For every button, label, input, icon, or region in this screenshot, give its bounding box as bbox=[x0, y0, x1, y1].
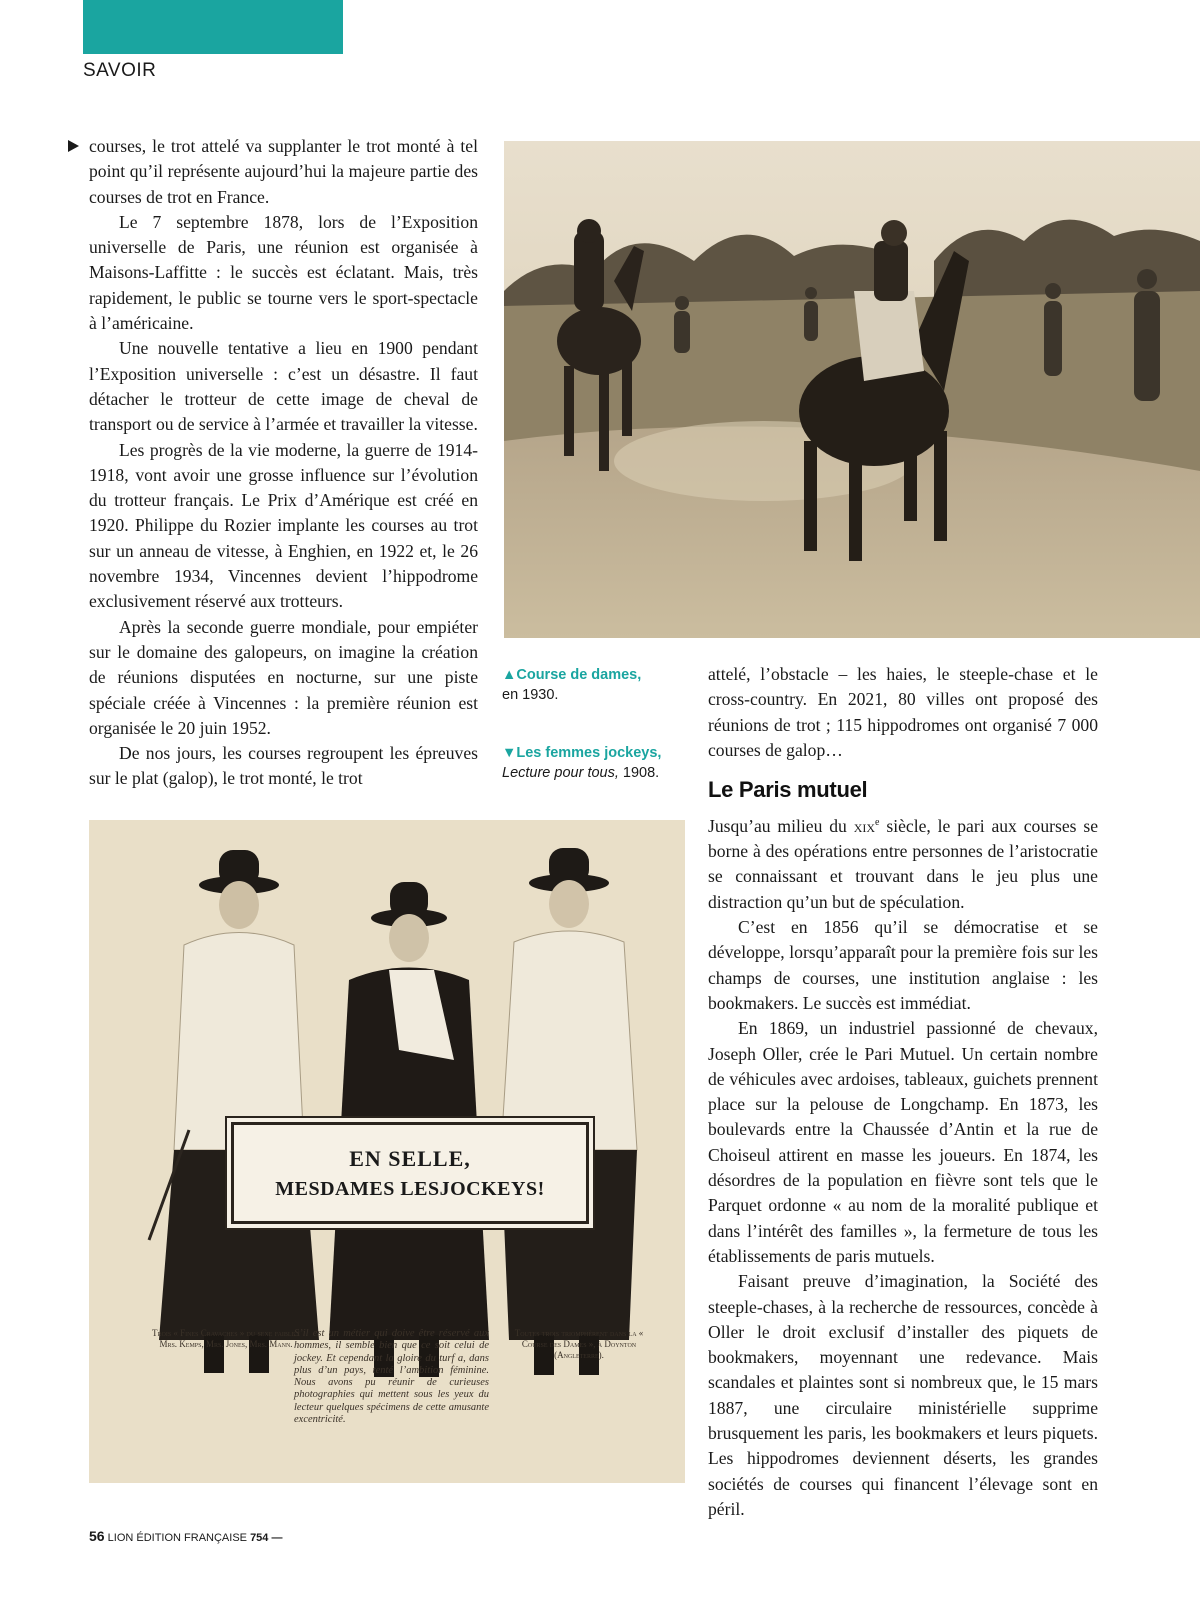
right-text-column-top bbox=[708, 662, 1098, 763]
jockeys-sign bbox=[231, 1122, 589, 1224]
jockeys-photo-caption bbox=[502, 743, 682, 783]
jockeys-left-caption: Trois « Fines Cravaches » du sexe faible : Mrs. Kemps, Mrs. Jones, Mrs. Mann. bbox=[151, 1328, 301, 1349]
paragraph: Après la seconde guerre mondiale, pour empiéter sur le domaine des galopeurs, on imagine la création de réunions disputées en nocturne, sur une piste spéciale créée à Vincennes : la première réunion est organisée le 20 juin 1952. bbox=[89, 616, 478, 738]
paragraph: attelé, l’obstacle – les haies, le steeple-chase et le cross-country. En 2021, 80 villes ont proposé des réunions de trot ; 115 hippodromes ont organisé 7 000 courses de galop… bbox=[708, 664, 1098, 760]
caption-source: Lecture pour tous, bbox=[502, 765, 619, 781]
paragraph: courses, le trot attelé va supplanter le trot monté à tel point qu’il représente aujourd’hui la majeure partie des courses de trot en France. bbox=[89, 136, 478, 207]
jockeys-center-caption: S’il est un métier qui doive être réservé aux hommes, il semble bien que ce soit celui de jockey. Et cependant la gloire du turf a, dans plus d’un pays, tenté l’ambition féminine. Nous avons pu réunir de curieuses photographies qui mettent sous les yeux du lecteur quelques spécimens de cette amusante excentricité. bbox=[294, 1328, 489, 1426]
jockeys-photo bbox=[89, 820, 685, 1483]
left-text-column bbox=[89, 134, 478, 792]
race-photo bbox=[504, 141, 1200, 638]
caption-text: en 1930. bbox=[502, 687, 559, 703]
paragraph: Les progrès de la vie moderne, la guerre de 1914-1918, vont avoir une grosse influence sur l’évolution du trotteur français. Le Prix d’Amérique est créé en 1920. Philippe du Rozier implante les courses au trot sur un anneau de vitesse, à Enghien, en 1922 et, le 26 novembre 1934, Vincennes devient l’hippodrome exclusivement réservé aux trotteurs. bbox=[89, 439, 478, 612]
sign-line-1: EN SELLE, bbox=[349, 1145, 471, 1171]
section-heading: Le Paris mutuel bbox=[708, 777, 868, 802]
page-footer bbox=[89, 1528, 282, 1544]
right-text-column bbox=[708, 810, 1098, 1522]
publication-name: LION ÉDITION FRANÇAISE bbox=[107, 1532, 247, 1544]
paragraph: C’est en 1856 qu’il se démocratise et se développe, lorsqu’apparaît pour la première fois sur les champs de courses, une institution anglaise : les bookmakers. Le succès est immédiat. bbox=[708, 917, 1098, 1013]
caption-text: 1908. bbox=[618, 765, 660, 781]
paragraph: Le 7 septembre 1878, lors de l’Exposition universelle de Paris, une réunion est organisée à Maisons-Laffitte : le succès est éclatant. Mais, très rapidement, le public se tourne vers le sport-spectacle à l’américaine. bbox=[89, 211, 478, 334]
paragraph: Une nouvelle tentative a lieu en 1900 pendant l’Exposition universelle : c’est un désastre. Il faut détacher le trotteur de cette image de cheval de transport ou de service à l’armée et travailler la vitesse. bbox=[89, 338, 478, 435]
paragraph bbox=[708, 810, 1098, 915]
caption-down-arrow-icon: ▼ bbox=[502, 745, 517, 761]
caption-up-arrow-icon: ▲ bbox=[502, 667, 517, 683]
section-color-tab bbox=[83, 0, 343, 54]
page-number: 56 bbox=[89, 1528, 105, 1544]
paragraph: Faisant preuve d’imagination, la Société des steeple-chases, à la recherche de ressources, concède à Oller le droit exclusif d’installer des piquets de bookmakers, moyennant une redevance. Mais scandales et plaintes sont si nombreux que, le 15 mars 1887, une circulaire ministérielle supprime brusquement les paris, les bookmakers et leurs piquets. Les hippodromes deviennent déserts, les grandes sociétés de courses qui financent l’élevage sont en péril. bbox=[708, 1271, 1098, 1519]
paragraph: De nos jours, les courses regroupent les épreuves sur le plat (galop), le trot monté, le trot bbox=[89, 743, 478, 789]
century-roman: xix bbox=[853, 815, 876, 836]
issue-number: 754 bbox=[250, 1532, 269, 1544]
caption-title: Les femmes jockeys, bbox=[516, 745, 662, 761]
century-superscript: e bbox=[875, 817, 880, 828]
footer-dash: — bbox=[271, 1532, 283, 1544]
continuation-arrow-icon bbox=[68, 140, 79, 152]
caption-title: Course de dames, bbox=[516, 667, 642, 683]
paragraph-rest: siècle, le pari aux courses se borne à des opérations entre personnes de l’aristocratie se connaissant et trouvant dans le jeu plus une distraction qu’un but de spéculation. bbox=[708, 815, 1098, 912]
race-photo-caption bbox=[502, 665, 672, 705]
paragraph-start: Jusqu’au milieu du bbox=[708, 815, 854, 836]
section-label: SAVOIR bbox=[83, 60, 157, 81]
jockeys-right-caption: Toutes trois triomphèrent dans la « Course des Dames », à Doynton (Angleterre). bbox=[514, 1328, 644, 1360]
paragraph: En 1869, un industriel passionné de chevaux, Joseph Oller, crée le Pari Mutuel. Un certain nombre de véhicules avec ardoises, tableaux, guichets prennent place sur la pelouse de Longchamp. En 1873, les boulevards entre la Chaussée d’Antin et la rue de Choiseul attirent en masse les joueurs. En 1874, les désordres de la population en fièvre sont tels que le Parquet ordonne « au nom de la moralité publique et dans l’intérêt des familles », la fermeture de tous les établissements de paris mutuels. bbox=[708, 1018, 1098, 1266]
sign-line-2: MESDAMES LESJOCKEYS! bbox=[275, 1177, 545, 1200]
